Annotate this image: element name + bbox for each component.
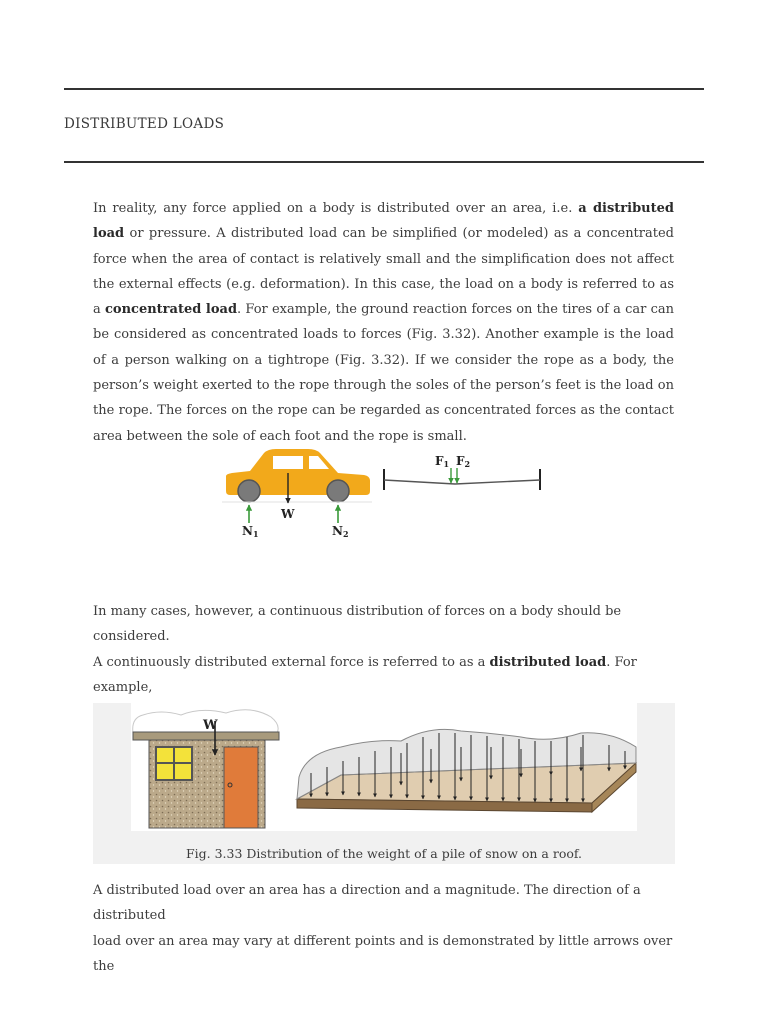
section-title: DISTRIBUTED LOADS — [64, 116, 225, 132]
figure-snow-on-roof — [131, 703, 637, 831]
tightrope — [384, 480, 540, 484]
reaction-label-n1: N1 — [242, 524, 259, 538]
direction-paragraph: A distributed load over an area has a direction and a magnitude. The direction of a distributed load over an area may vary at different points and is demonstrated by little arrows over the — [93, 883, 673, 974]
figure-car-and-tightrope — [220, 443, 546, 538]
term-distributed-load: a distributed load — [93, 201, 674, 242]
term-concentrated-load: concentrated load — [104, 302, 238, 318]
figure-caption: Fig. 3.33 Distribution of the weight of a pile of snow on a roof. — [185, 846, 583, 861]
distributed-load-paragraph: In many cases, however, a continuous distribution of forces on a body should be considered. A continuously distributed external force is referred to as a distributed load. For example, — [93, 604, 637, 695]
force-label-f1: F1 — [435, 454, 450, 469]
intro-paragraph: In reality, any force applied on a body is distributed over an area, i.e. a distributed load or pressure. A distributed load can be simplified (or modeled) as a concentrated force when the area of contact is relatively small and the simplification does not affect the external effects (e.g. deformation). In this case, the load on a body is referred to as a concentrated load. For example, the ground reaction forces on the tires of a car can be considered as concentrated loads to forces (Fig. 3.32). Another example is the load of a person walking on a tightrope (Fig. 3.32). If we consider the rope as a body, the person’s weight exerted to the rope through the soles of the person’s feet is the load on the rope. The forces on the rope can be regarded as concentrated forces as the contact area between the sole of each foot and the rope is small. — [93, 201, 675, 444]
house-roof — [133, 732, 279, 740]
weight-label: W — [281, 507, 295, 521]
snow-weight-label: W — [203, 718, 218, 733]
force-label-f2: F2 — [456, 454, 471, 469]
car-wheel-rear — [327, 480, 349, 502]
heading-underline — [64, 161, 704, 163]
car-window-front — [273, 456, 303, 469]
car-wheel-front — [238, 480, 260, 502]
top-rule — [64, 88, 704, 90]
reaction-label-n2: N2 — [332, 524, 349, 538]
term-distributed-load-2: distributed load — [489, 654, 607, 670]
house-door — [224, 747, 258, 828]
